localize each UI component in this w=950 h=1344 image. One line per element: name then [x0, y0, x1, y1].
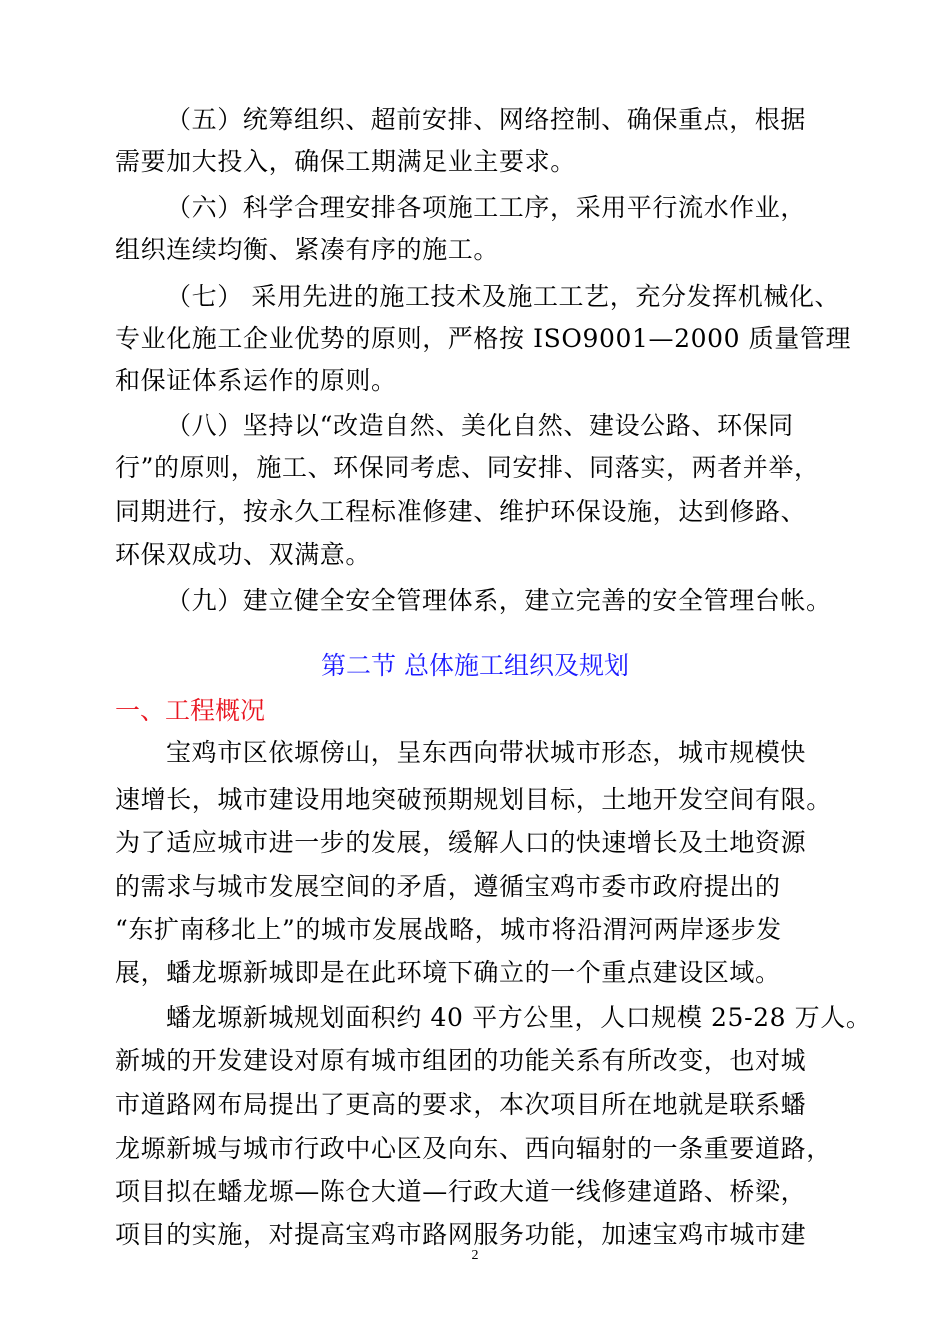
paragraph-9-line-1: （九）建立健全安全管理体系，建立完善的安全管理台帐。	[166, 586, 832, 615]
overview-para2-line-5: 项目拟在蟠龙塬—陈仓大道—行政大道一线修建道路、桥梁，	[115, 1177, 807, 1206]
paragraph-6-line-2: 组织连续均衡、紧凑有序的施工。	[115, 235, 500, 264]
overview-para1-line-3: 为了适应城市进一步的发展，缓解人口的快速增长及土地资源	[115, 828, 807, 857]
overview-para2-line-2: 新城的开发建设对原有城市组团的功能关系有所改变，也对城	[115, 1046, 807, 1075]
paragraph-7-line-1: （七） 采用先进的施工技术及施工工艺，充分发挥机械化、	[166, 282, 841, 311]
overview-para1-line-5: “东扩南移北上”的城市发展战略，城市将沿渭河两岸逐步发	[115, 915, 782, 944]
subsection-title: 一、工程概况	[115, 696, 266, 725]
overview-para2-line-4: 龙塬新城与城市行政中心区及向东、西向辐射的一条重要道路，	[115, 1134, 832, 1163]
paragraph-8-line-3: 同期进行，按永久工程标准修建、维护环保设施，达到修路、	[115, 497, 807, 526]
page-number: 2	[471, 1248, 479, 1263]
overview-para2-line-6: 项目的实施，对提高宝鸡市路网服务功能，加速宝鸡市城市建	[115, 1220, 807, 1249]
overview-para1-line-1: 宝鸡市区依塬傍山，呈东西向带状城市形态，城市规模快	[166, 738, 807, 767]
paragraph-5-line-2: 需要加大投入，确保工期满足业主要求。	[115, 147, 576, 176]
paragraph-8-line-2: 行”的原则，施工、环保同考虑、同安排、同落实，两者并举，	[115, 453, 820, 482]
overview-para1-line-4: 的需求与城市发展空间的矛盾，遵循宝鸡市委市政府提出的	[115, 872, 781, 901]
paragraph-7-line-2: 专业化施工企业优势的原则，严格按 ISO9001—2000 质量管理	[115, 324, 852, 353]
overview-para2-line-3: 市道路网布局提出了更高的要求，本次项目所在地就是联系蟠	[115, 1090, 807, 1119]
paragraph-7-line-3: 和保证体系运作的原则。	[115, 366, 397, 395]
paragraph-8-line-4: 环保双成功、双满意。	[115, 540, 372, 569]
overview-para1-line-6: 展，蟠龙塬新城即是在此环境下确立的一个重点建设区域。	[115, 958, 781, 987]
section-title: 第二节 总体施工组织及规划	[321, 651, 629, 680]
overview-para2-line-1: 蟠龙塬新城规划面积约 40 平方公里，人口规模 25-28 万人。	[166, 1003, 872, 1032]
paragraph-8-line-1: （八）坚持以“改造自然、美化自然、建设公路、环保同	[166, 411, 794, 440]
overview-para1-line-2: 速增长，城市建设用地突破预期规划目标，土地开发空间有限。	[115, 785, 832, 814]
paragraph-5-line-1: （五）统筹组织、超前安排、网络控制、确保重点，根据	[166, 105, 807, 134]
paragraph-6-line-1: （六）科学合理安排各项施工工序，采用平行流水作业，	[166, 193, 807, 222]
